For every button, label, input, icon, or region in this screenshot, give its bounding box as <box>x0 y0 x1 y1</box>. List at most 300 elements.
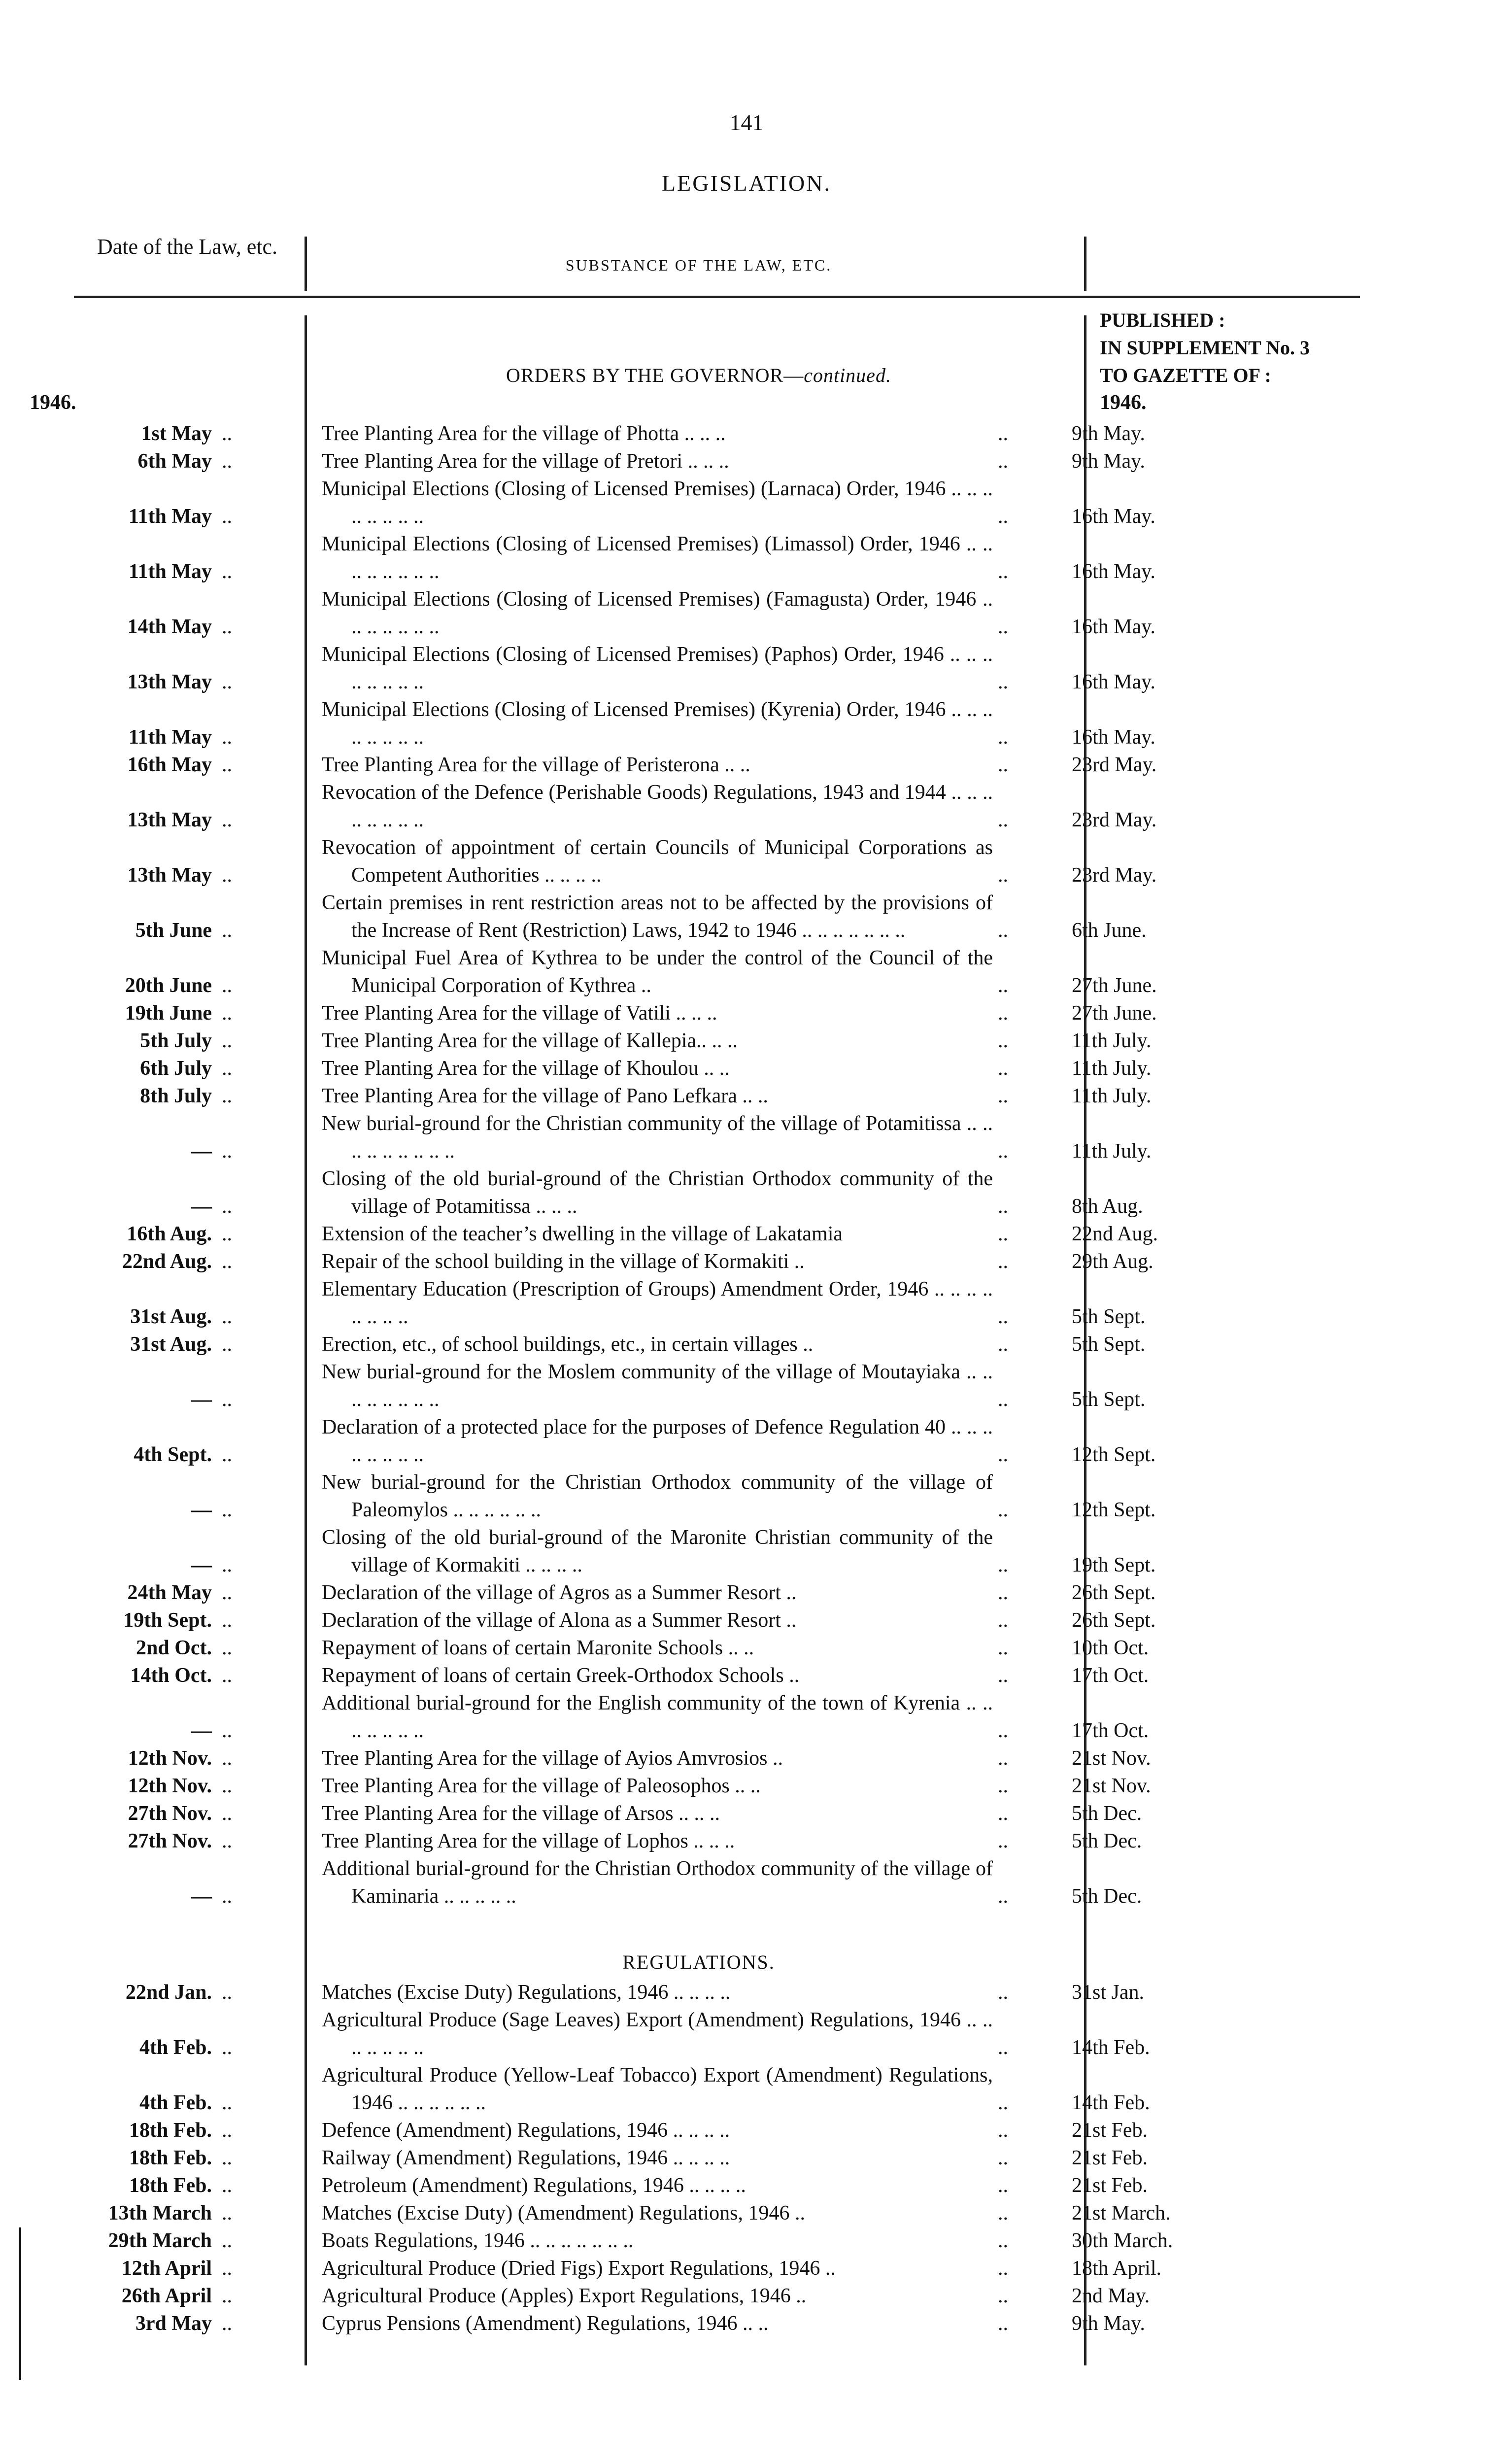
leader-dots-pub: .. <box>998 919 1008 942</box>
entry-published: 21st Feb. <box>1072 2147 1148 2169</box>
entry-substance: Municipal Elections (Closing of Licensed Premises) (Paphos) Order, 1946 .. .. .. .. .. .. .. .. <box>322 643 993 693</box>
entry-date: 18th Feb. <box>129 2119 212 2142</box>
entry-substance: Revocation of appointment of certain Councils of Municipal Corporations as Competent Authorities .. .. .. .. <box>322 836 993 887</box>
entry-substance: Tree Planting Area for the village of Pano Lefkara .. .. <box>322 1085 768 1107</box>
leader-dots-pub: .. <box>998 2202 1008 2224</box>
entry-substance: Tree Planting Area for the village of Arsos .. .. .. <box>322 1802 720 1825</box>
regulations-table <box>0 1979 1493 2337</box>
leader-dots-pub: .. <box>998 1499 1008 1521</box>
column-header-substance: SUBSTANCE OF THE LAW, ETC. <box>565 256 832 274</box>
entry-published: 9th May. <box>1072 422 1145 445</box>
entry-date: 4th Sept. <box>134 1443 212 1466</box>
leader-dots-pub: .. <box>998 422 1008 445</box>
page-heading: LEGISLATION. <box>662 171 831 196</box>
entry-date: 26th April <box>121 2285 212 2307</box>
table-row <box>0 1827 1493 1855</box>
leader-dots: .. <box>222 2312 232 2335</box>
orders-table <box>0 420 1493 1910</box>
table-row <box>0 751 1493 779</box>
entry-published: 27th June. <box>1072 974 1157 997</box>
entry-date: 11th May <box>128 505 212 528</box>
leader-dots: .. <box>222 726 232 749</box>
entry-date: 5th July <box>140 1029 212 1052</box>
entry-published: 31st Jan. <box>1072 1981 1144 2004</box>
entry-published: 23rd May. <box>1072 809 1157 831</box>
table-row <box>0 1689 1493 1745</box>
entry-published: 19th Sept. <box>1072 1554 1156 1576</box>
leader-dots-pub: .. <box>998 1554 1008 1576</box>
leader-dots: .. <box>222 1609 232 1632</box>
table-row <box>0 2006 1493 2061</box>
leader-dots: .. <box>222 1057 232 1080</box>
column-header-date: Date of the Law, etc. <box>97 235 278 259</box>
entry-date: 2nd Oct. <box>136 1637 212 1659</box>
leader-dots-pub: .. <box>998 1637 1008 1659</box>
table-row <box>0 2227 1493 2255</box>
entry-substance: Closing of the old burial-ground of the Maronite Christian community of the village of Kormakiti .. .. .. .. <box>322 1526 993 1576</box>
table-row <box>0 1331 1493 1358</box>
leader-dots-pub: .. <box>998 671 1008 693</box>
entry-date: 24th May <box>127 1581 212 1604</box>
entry-published: 9th May. <box>1072 450 1145 473</box>
leader-dots: .. <box>222 1002 232 1025</box>
entry-date: 11th May <box>128 560 212 583</box>
table-row <box>0 889 1493 944</box>
entry-published: 11th July. <box>1072 1029 1152 1052</box>
leader-dots: .. <box>222 1223 232 1245</box>
leader-dots-pub: .. <box>998 726 1008 749</box>
entry-published: 16th May. <box>1072 560 1155 583</box>
entry-published: 21st Nov. <box>1072 1747 1151 1770</box>
leader-dots-pub: .. <box>998 1443 1008 1466</box>
leader-dots-pub: .. <box>998 2091 1008 2114</box>
header-rule <box>74 296 1360 298</box>
table-row <box>0 1082 1493 1110</box>
leader-dots: .. <box>222 450 232 473</box>
entry-date: 29th March <box>108 2229 212 2252</box>
entry-date: — <box>191 1388 212 1411</box>
section-title-orders-text: ORDERS BY THE GOVERNOR— <box>506 364 804 386</box>
entry-substance: Declaration of the village of Alona as a Summer Resort .. <box>322 1609 797 1632</box>
published-header-line-2: IN SUPPLEMENT No. 3 <box>1100 337 1310 359</box>
table-row <box>0 1110 1493 1165</box>
entry-published: 21st Nov. <box>1072 1775 1151 1797</box>
table-row <box>0 1979 1493 2006</box>
leader-dots-pub: .. <box>998 1747 1008 1770</box>
leader-dots: .. <box>222 864 232 887</box>
entry-date: 18th Feb. <box>129 2147 212 2169</box>
header-divider-left <box>305 237 307 291</box>
entry-substance: Tree Planting Area for the village of Khoulou .. .. <box>322 1057 730 1080</box>
leader-dots: .. <box>222 2091 232 2114</box>
entry-substance: Tree Planting Area for the village of Photta .. .. .. <box>322 422 726 445</box>
leader-dots-pub: .. <box>998 1085 1008 1107</box>
leader-dots-pub: .. <box>998 1609 1008 1632</box>
leader-dots: .. <box>222 1029 232 1052</box>
entry-published: 5th Dec. <box>1072 1802 1142 1825</box>
entry-date: 19th Sept. <box>123 1609 212 1632</box>
entry-published: 23rd May. <box>1072 753 1157 776</box>
entry-date: 12th April <box>121 2257 212 2280</box>
table-row <box>0 1055 1493 1082</box>
leader-dots-pub: .. <box>998 1775 1008 1797</box>
table-row <box>0 1027 1493 1055</box>
entry-substance: Municipal Elections (Closing of Licensed Premises) (Limassol) Order, 1946 .. .. .. .. .. .. .. .. <box>322 533 993 583</box>
leader-dots-pub: .. <box>998 974 1008 997</box>
leader-dots-pub: .. <box>998 1223 1008 1245</box>
entry-date: 27th Nov. <box>128 1830 212 1852</box>
entry-published: 21st March. <box>1072 2202 1171 2224</box>
entry-date: — <box>191 1719 212 1742</box>
entry-substance: Erection, etc., of school buildings, etc., in certain villages .. <box>322 1333 814 1356</box>
entry-substance: Repair of the school building in the village of Kormakiti .. <box>322 1250 805 1273</box>
leader-dots: .. <box>222 2285 232 2307</box>
entry-published: 27th June. <box>1072 1002 1157 1025</box>
table-row <box>0 2199 1493 2227</box>
entry-substance: Tree Planting Area for the village of Vatili .. .. .. <box>322 1002 717 1025</box>
page-number: 141 <box>729 110 764 135</box>
leader-dots: .. <box>222 2036 232 2059</box>
leader-dots: .. <box>222 560 232 583</box>
table-row <box>0 999 1493 1027</box>
published-header-line-3: TO GAZETTE OF : <box>1100 364 1271 386</box>
entry-date: — <box>191 1554 212 1576</box>
entry-substance: Repayment of loans of certain Maronite Schools .. .. <box>322 1637 754 1659</box>
section-title-regulations: REGULATIONS. <box>622 1951 775 1973</box>
entry-substance: Additional burial-ground for the Christian Orthodox community of the village of Kaminaria .. .. .. .. .. <box>322 1857 993 1908</box>
table-row <box>0 2255 1493 2282</box>
table-row <box>0 530 1493 585</box>
leader-dots-pub: .. <box>998 1029 1008 1052</box>
entry-published: 16th May. <box>1072 505 1155 528</box>
entry-date: 11th May <box>128 726 212 749</box>
entry-substance: Municipal Elections (Closing of Licensed Premises) (Famagusta) Order, 1946 .. .. .. .. .. .. .. <box>322 588 993 638</box>
entry-substance: Agricultural Produce (Apples) Export Regulations, 1946 .. <box>322 2285 807 2307</box>
table-row <box>0 1220 1493 1248</box>
table-row <box>0 585 1493 641</box>
entry-published: 22nd Aug. <box>1072 1223 1158 1245</box>
published-header-line-1: PUBLISHED : <box>1100 309 1225 331</box>
entry-published: 17th Oct. <box>1072 1664 1149 1687</box>
table-row <box>0 2117 1493 2144</box>
leader-dots: .. <box>222 1637 232 1659</box>
entry-published: 23rd May. <box>1072 864 1157 887</box>
leader-dots: .. <box>222 2119 232 2142</box>
entry-published: 18th April. <box>1072 2257 1162 2280</box>
entry-date: 20th June <box>125 974 212 997</box>
leader-dots: .. <box>222 1830 232 1852</box>
entry-date: 8th July <box>140 1085 212 1107</box>
leader-dots: .. <box>222 1333 232 1356</box>
entry-substance: Railway (Amendment) Regulations, 1946 .. .. .. .. <box>322 2147 730 2169</box>
leader-dots-pub: .. <box>998 1719 1008 1742</box>
entry-substance: Revocation of the Defence (Perishable Goods) Regulations, 1943 and 1944 .. .. .. .. .. .. .. .. <box>322 781 993 831</box>
leader-dots-pub: .. <box>998 2174 1008 2197</box>
entry-substance: Extension of the teacher’s dwelling in the village of Lakatamia <box>322 1223 843 1245</box>
table-row <box>0 475 1493 530</box>
table-row <box>0 944 1493 999</box>
leader-dots: .. <box>222 1802 232 1825</box>
leader-dots-pub: .. <box>998 1002 1008 1025</box>
entry-date: 31st Aug. <box>130 1305 212 1328</box>
entry-substance: Defence (Amendment) Regulations, 1946 .. .. .. .. <box>322 2119 730 2142</box>
entry-published: 14th Feb. <box>1072 2036 1150 2059</box>
leader-dots: .. <box>222 1443 232 1466</box>
table-row <box>0 447 1493 475</box>
leader-dots: .. <box>222 919 232 942</box>
entry-published: 26th Sept. <box>1072 1581 1156 1604</box>
leader-dots-pub: .. <box>998 1664 1008 1687</box>
leader-dots-pub: .. <box>998 1885 1008 1908</box>
entry-published: 2nd May. <box>1072 2285 1150 2307</box>
entry-published: 6th June. <box>1072 919 1147 942</box>
entry-substance: Tree Planting Area for the village of Lophos .. .. .. <box>322 1830 735 1852</box>
leader-dots: .. <box>222 1747 232 1770</box>
entry-substance: Tree Planting Area for the village of Ayios Amvrosios .. <box>322 1747 783 1770</box>
table-row <box>0 1579 1493 1607</box>
leader-dots-pub: .. <box>998 2312 1008 2335</box>
table-row <box>0 641 1493 696</box>
entry-date: 13th May <box>127 671 212 693</box>
entry-date: 5th June <box>135 919 212 942</box>
entry-substance: Boats Regulations, 1946 .. .. .. .. .. .. .. <box>322 2229 634 2252</box>
leader-dots: .. <box>222 1981 232 2004</box>
entry-date: 4th Feb. <box>139 2091 212 2114</box>
leader-dots-pub: .. <box>998 2119 1008 2142</box>
entry-published: 16th May. <box>1072 616 1155 638</box>
leader-dots: .. <box>222 2147 232 2169</box>
entry-date: 3rd May <box>135 2312 212 2335</box>
table-row <box>0 420 1493 447</box>
margin-mark <box>19 2227 21 2380</box>
leader-dots: .. <box>222 1195 232 1218</box>
entry-published: 5th Sept. <box>1072 1305 1146 1328</box>
entry-date: — <box>191 1885 212 1908</box>
leader-dots-pub: .. <box>998 1388 1008 1411</box>
leader-dots: .. <box>222 1719 232 1742</box>
entry-substance: Tree Planting Area for the village of Pretori .. .. .. <box>322 450 729 473</box>
entry-date: 19th June <box>125 1002 212 1025</box>
entry-published: 10th Oct. <box>1072 1637 1149 1659</box>
leader-dots: .. <box>222 2202 232 2224</box>
entry-substance: Municipal Elections (Closing of Licensed Premises) (Larnaca) Order, 1946 .. .. .. .. .. .. .. .. <box>322 478 993 528</box>
entry-substance: Matches (Excise Duty) Regulations, 1946 .. .. .. .. <box>322 1981 731 2004</box>
leader-dots-pub: .. <box>998 1250 1008 1273</box>
entry-substance: Repayment of loans of certain Greek-Orthodox Schools .. <box>322 1664 800 1687</box>
leader-dots-pub: .. <box>998 1057 1008 1080</box>
table-row <box>0 2172 1493 2199</box>
leader-dots-pub: .. <box>998 1195 1008 1218</box>
entry-substance: Tree Planting Area for the village of Paleosophos .. .. <box>322 1775 761 1797</box>
table-row <box>0 2310 1493 2337</box>
entry-published: 16th May. <box>1072 726 1155 749</box>
entry-published: 12th Sept. <box>1072 1499 1156 1521</box>
section-title-orders <box>312 364 1086 387</box>
entry-published: 17th Oct. <box>1072 1719 1149 1742</box>
entry-substance: Certain premises in rent restriction areas not to be affected by the provisions of the Increase of Rent (Restriction) Laws, 1942 to 1946 .. .. .. .. .. .. .. <box>322 891 993 942</box>
entry-substance: Closing of the old burial-ground of the Christian Orthodox community of the village of Potamitissa .. .. .. <box>322 1167 993 1218</box>
table-row <box>0 1855 1493 1910</box>
entry-published: 12th Sept. <box>1072 1443 1156 1466</box>
leader-dots-pub: .. <box>998 2285 1008 2307</box>
entry-date: 14th May <box>127 616 212 638</box>
entry-date: 18th Feb. <box>129 2174 212 2197</box>
section-title-orders-cont: continued. <box>804 364 891 386</box>
entry-date: 16th May <box>127 753 212 776</box>
leader-dots: .. <box>222 753 232 776</box>
table-row <box>0 1275 1493 1331</box>
leader-dots: .. <box>222 1554 232 1576</box>
entry-date: 31st Aug. <box>130 1333 212 1356</box>
leader-dots: .. <box>222 1885 232 1908</box>
entry-date: 6th May <box>137 450 212 473</box>
entry-substance: Agricultural Produce (Dried Figs) Export Regulations, 1946 .. <box>322 2257 836 2280</box>
entry-substance: New burial-ground for the Christian community of the village of Potamitissa .. .. .. .. .. .. .. .. .. <box>322 1112 993 1163</box>
entry-date: 12th Nov. <box>128 1747 212 1770</box>
entry-substance: Tree Planting Area for the village of Kallepia.. .. .. <box>322 1029 738 1052</box>
entry-date: 13th March <box>108 2202 212 2224</box>
entry-substance: Elementary Education (Prescription of Groups) Amendment Order, 1946 .. .. .. .. .. .. .. .. <box>322 1278 993 1328</box>
leader-dots: .. <box>222 671 232 693</box>
table-row <box>0 1800 1493 1827</box>
entry-published: 11th July. <box>1072 1140 1152 1163</box>
leader-dots: .. <box>222 1140 232 1163</box>
entry-date: 22nd Jan. <box>125 1981 212 2004</box>
table-row <box>0 1524 1493 1579</box>
entry-date: 12th Nov. <box>128 1775 212 1797</box>
leader-dots: .. <box>222 974 232 997</box>
year-label-left: 1946. <box>30 391 76 414</box>
entry-substance: Agricultural Produce (Sage Leaves) Export (Amendment) Regulations, 1946 .. .. .. .. .. .. .. <box>322 2009 993 2059</box>
table-row <box>0 1165 1493 1220</box>
table-row <box>0 2282 1493 2310</box>
entry-published: 30th March. <box>1072 2229 1173 2252</box>
entry-date: 4th Feb. <box>139 2036 212 2059</box>
leader-dots: .. <box>222 1305 232 1328</box>
entry-date: 13th May <box>127 809 212 831</box>
leader-dots-pub: .. <box>998 1830 1008 1852</box>
entry-date: 16th Aug. <box>127 1223 212 1245</box>
leader-dots-pub: .. <box>998 560 1008 583</box>
entry-substance: Agricultural Produce (Yellow-Leaf Tobacco) Export (Amendment) Regulations, 1946 .. .. .. .. .. .. <box>322 2064 993 2114</box>
leader-dots: .. <box>222 1581 232 1604</box>
table-row <box>0 696 1493 751</box>
leader-dots: .. <box>222 1085 232 1107</box>
entry-date: 13th May <box>127 864 212 887</box>
table-row <box>0 2144 1493 2172</box>
leader-dots-pub: .. <box>998 1802 1008 1825</box>
entry-substance: Declaration of the village of Agros as a Summer Resort .. <box>322 1581 797 1604</box>
leader-dots-pub: .. <box>998 1305 1008 1328</box>
leader-dots-pub: .. <box>998 1140 1008 1163</box>
leader-dots-pub: .. <box>998 450 1008 473</box>
leader-dots-pub: .. <box>998 864 1008 887</box>
leader-dots-pub: .. <box>998 1581 1008 1604</box>
entry-substance: Cyprus Pensions (Amendment) Regulations, 1946 .. .. <box>322 2312 769 2335</box>
entry-published: 5th Dec. <box>1072 1885 1142 1908</box>
leader-dots: .. <box>222 1250 232 1273</box>
entry-published: 5th Sept. <box>1072 1388 1146 1411</box>
table-row <box>0 1248 1493 1275</box>
leader-dots-pub: .. <box>998 753 1008 776</box>
entry-published: 26th Sept. <box>1072 1609 1156 1632</box>
published-header <box>1100 307 1310 389</box>
entry-substance: Matches (Excise Duty) (Amendment) Regulations, 1946 .. <box>322 2202 805 2224</box>
year-label-right: 1946. <box>1100 391 1147 414</box>
table-row <box>0 1662 1493 1689</box>
entry-date: 22nd Aug. <box>122 1250 212 1273</box>
entry-published: 14th Feb. <box>1072 2091 1150 2114</box>
entry-substance: Municipal Fuel Area of Kythrea to be under the control of the Council of the Municipal Corporation of Kythrea .. <box>322 947 993 997</box>
entry-substance: Tree Planting Area for the village of Peristerona .. .. <box>322 753 750 776</box>
table-row <box>0 1469 1493 1524</box>
leader-dots: .. <box>222 1388 232 1411</box>
entry-published: 11th July. <box>1072 1057 1152 1080</box>
leader-dots-pub: .. <box>998 2036 1008 2059</box>
leader-dots: .. <box>222 809 232 831</box>
leader-dots: .. <box>222 422 232 445</box>
entry-substance: Petroleum (Amendment) Regulations, 1946 .. .. .. .. <box>322 2174 746 2197</box>
entry-date: — <box>191 1499 212 1521</box>
entry-substance: New burial-ground for the Moslem community of the village of Moutayiaka .. .. .. .. .. .. .. .. <box>322 1361 993 1411</box>
table-row <box>0 779 1493 834</box>
table-row <box>0 2061 1493 2117</box>
entry-published: 8th Aug. <box>1072 1195 1143 1218</box>
entry-published: 29th Aug. <box>1072 1250 1154 1273</box>
entry-date: 27th Nov. <box>128 1802 212 1825</box>
entry-published: 5th Dec. <box>1072 1830 1142 1852</box>
entry-substance: Additional burial-ground for the English community of the town of Kyrenia .. .. .. .. .. .. .. <box>322 1692 993 1742</box>
entry-date: 14th Oct. <box>130 1664 212 1687</box>
leader-dots: .. <box>222 2229 232 2252</box>
leader-dots-pub: .. <box>998 1333 1008 1356</box>
leader-dots: .. <box>222 1499 232 1521</box>
entry-date: — <box>191 1140 212 1163</box>
entry-published: 5th Sept. <box>1072 1333 1146 1356</box>
leader-dots-pub: .. <box>998 1981 1008 2004</box>
table-row <box>0 1358 1493 1413</box>
table-row <box>0 834 1493 889</box>
leader-dots: .. <box>222 2174 232 2197</box>
entry-date: 1st May <box>141 422 212 445</box>
entry-published: 9th May. <box>1072 2312 1145 2335</box>
entry-published: 21st Feb. <box>1072 2174 1148 2197</box>
leader-dots-pub: .. <box>998 2257 1008 2280</box>
leader-dots: .. <box>222 616 232 638</box>
leader-dots-pub: .. <box>998 809 1008 831</box>
table-row <box>0 1745 1493 1772</box>
entry-substance: New burial-ground for the Christian Orthodox community of the village of Paleomylos .. .. .. .. .. .. <box>322 1471 993 1521</box>
leader-dots-pub: .. <box>998 616 1008 638</box>
entry-date: 6th July <box>140 1057 212 1080</box>
entry-date: — <box>191 1195 212 1218</box>
leader-dots: .. <box>222 1775 232 1797</box>
entry-published: 11th July. <box>1072 1085 1152 1107</box>
leader-dots: .. <box>222 1664 232 1687</box>
leader-dots-pub: .. <box>998 2229 1008 2252</box>
table-row <box>0 1413 1493 1469</box>
leader-dots: .. <box>222 505 232 528</box>
table-row <box>0 1634 1493 1662</box>
entry-substance: Municipal Elections (Closing of Licensed Premises) (Kyrenia) Order, 1946 .. .. .. .. .. .. .. .. <box>322 698 993 749</box>
entry-substance: Declaration of a protected place for the purposes of Defence Regulation 40 .. .. .. .. .. .. .. .. <box>322 1416 993 1466</box>
entry-published: 16th May. <box>1072 671 1155 693</box>
leader-dots-pub: .. <box>998 2147 1008 2169</box>
entry-published: 21st Feb. <box>1072 2119 1148 2142</box>
leader-dots-pub: .. <box>998 505 1008 528</box>
leader-dots: .. <box>222 2257 232 2280</box>
table-row <box>0 1607 1493 1634</box>
